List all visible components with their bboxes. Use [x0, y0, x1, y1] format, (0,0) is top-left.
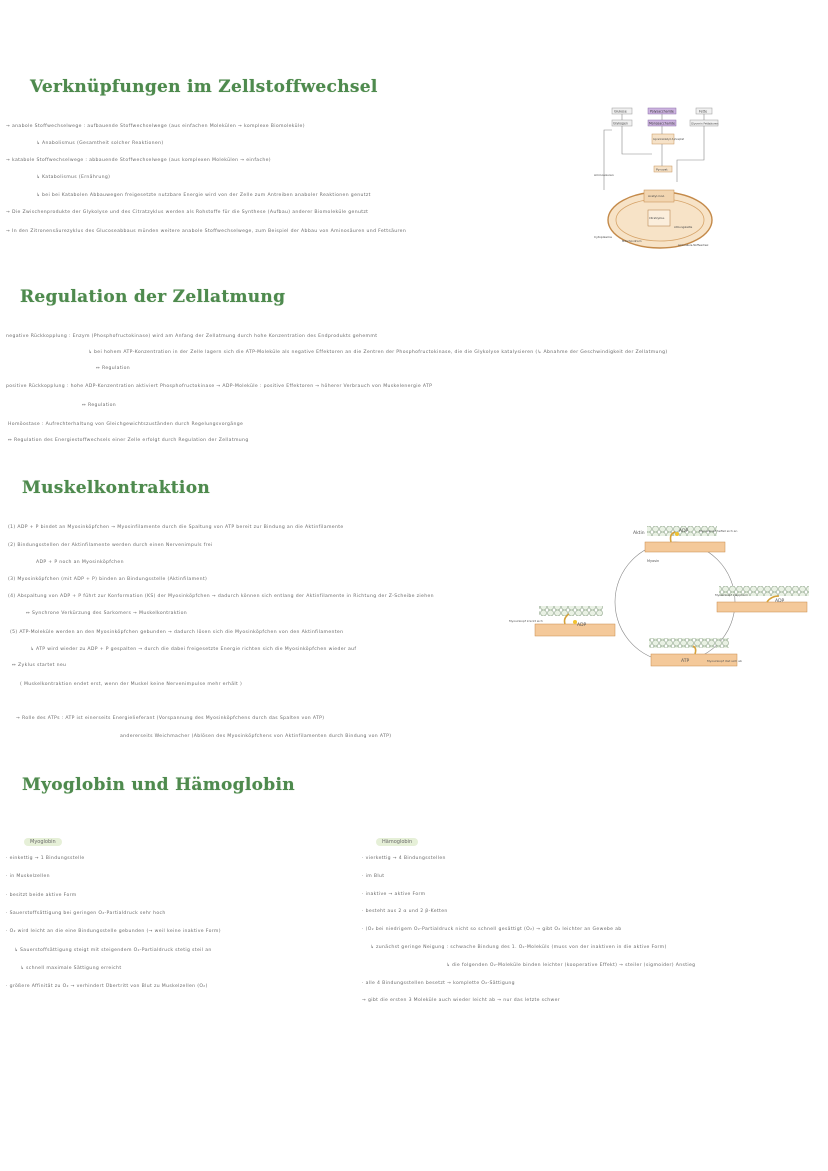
- text-line: ( Muskelkontraktion endet erst, wenn der Muskel keine Nervenimpulse mehr erhält ): [20, 682, 243, 687]
- text-line: → Die Zwischenprodukte der Glykolyse und des Citratzyklus werden als Rohstoffe für die Synthese (Aufbau) anderer Biomoleküle genutzt: [6, 210, 369, 215]
- label-glykogen: Glykogen: [613, 121, 628, 126]
- text-line: Homöostase : Aufrechterhaltung von Gleichgewichtszuständen durch Regelungsvorgänge: [8, 422, 244, 427]
- label-myosin: Myosin: [647, 559, 660, 563]
- text-line: ↔ Regulation: [82, 403, 117, 408]
- heading-cell-metabolism: Verknüpfungen im Zellstoffwechsel: [30, 77, 378, 97]
- text-line: (5) ATP-Moleküle werden an den Myosinköpfchen gebunden → dadurch lösen sich die Myosinköpfchen von den Aktinfilamenten: [10, 630, 344, 635]
- heading-regulation: Regulation der Zellatmung: [20, 287, 286, 307]
- label-glycerin: Glycerin Fettsäuren: [691, 121, 719, 126]
- text-line: ↳ bei hohem ATP-Konzentration in der Zelle lagern sich die ATP-Moleküle als negative Effektoren an die Zentren der Phosphofructokinase, die die Glykolyse katalysieren (↳ Abnahme der Geschwindigkeit der Zellatmung): [88, 350, 668, 355]
- text-line: positive Rückkopplung : hohe ADP-Konzentration aktiviert Phosphofructokinase → ADP-Moleküle : positive Effektoren → höherer Verbrauch von Muskelenergie ATP: [6, 384, 433, 389]
- label-acetyl-coa: Acetyl-CoA: [648, 194, 665, 198]
- label-monosaccharide: Monosaccharide: [649, 121, 675, 126]
- text-line: ↳ Katabolismus (Ernährung): [36, 175, 111, 180]
- text-line: ↔ Synchrone Verkürzung des Sarkomers → Muskelkontraktion: [26, 611, 188, 616]
- text-line: → Rolle des ATPs : ATP ist einerseits Energielieferant (Vorspannung des Myosinköpfchens durch das Spalten von ATP): [16, 716, 325, 721]
- list-item: · (O₂ bei niedrigem O₂-Partialdruck nicht so schnell gesättigt (O₂) → gibt O₂ leichter an Gewebe ab: [362, 927, 622, 933]
- text-line: → In den Zitronensäurezyklus des Glucoseabbaus münden weitere anabole Stoffwechselwege, zum Beispiel der Abbau von Aminosäuren und Fettsäuren: [6, 229, 407, 234]
- list-item: · im Blut: [362, 873, 385, 879]
- label-pyruvat: Pyruvat: [656, 167, 668, 172]
- label-adp-right: ADP: [775, 599, 785, 604]
- list-item: ↳ die folgenden O₂-Moleküle binden leichter (kooperative Effekt) → steiler (sigmoider) Anstieg: [446, 962, 696, 968]
- crossbridge-cycle-diagram: [505, 520, 815, 685]
- text-line: → anabole Stoffwechselwege : aufbauende Stoffwechselwege (aus einfachen Molekülen → komplexe Biomoleküle): [6, 124, 305, 129]
- text-line: (3) Myosinköpfchen (mit ADP + P) binden an Bindungsstelle (Aktinfilament): [8, 577, 208, 582]
- list-item: · vierkettig → 4 Bindungsstellen: [362, 856, 446, 861]
- list-item: ↳ schnell maximale Sättigung erreicht: [20, 965, 122, 971]
- list-item: · größere Affinität zu O₂ → verhindert Übertritt von Blut zu Muskelzellen (O₂): [6, 984, 208, 990]
- label-gap: Glycerinaldehyd-3-phosphat: [653, 138, 684, 141]
- text-line: (4) Abspaltung von ADP + P führt zur Konformation (KS) der Myosinköpfchen → dadurch können sich entlang der Aktinfilamente in Richtung der Z-Scheibe ziehen: [8, 594, 434, 599]
- text-line: (2) Bindungsstellen der Aktinfilamente werden durch einen Nervenimpuls frei: [8, 543, 213, 548]
- label-fette: Fette: [699, 109, 708, 114]
- list-item: · inaktive → aktive Form: [362, 891, 426, 897]
- label-glukose: Glukose: [614, 109, 627, 114]
- label-atmungskette: Atmungskette: [674, 226, 693, 229]
- text-line: ↳ ATP wird wieder zu ADP + P gespalten → durch die dabei freigesetzte Energie richten sich die Myosinköpfchen wieder auf: [30, 647, 357, 652]
- text-line: andererseits Weichmacher (Ablösen des Myosinköpfchens von Aktinfilamenten durch Bindung von ATP): [120, 734, 392, 739]
- label-adp-top: ADP: [679, 529, 689, 534]
- label-aminosaeuren: Aminosäuren: [594, 173, 614, 177]
- list-item: · O₂ wird leicht an die eine Bindungsstelle gebunden (→ weil keine inaktive Form): [6, 929, 221, 935]
- list-item: · besitzt beide aktive Form: [6, 892, 77, 898]
- text-line: ↔ Regulation des Energiestoffwechsels einer Zelle erfolgt durch Regulation der Zellatmung: [8, 438, 249, 443]
- text-line: → katabole Stoffwechselwege : abbauende Stoffwechselwege (aus komplexen Molekülen → einfache): [6, 158, 271, 163]
- label-aktin: Aktin: [633, 531, 645, 536]
- label-polysaccharide: Polysaccharide: [650, 109, 674, 114]
- label-mitochondrium: Mitochondrium: [622, 240, 642, 243]
- subheading-myoglobin: Myoglobin: [24, 838, 62, 846]
- text-line: ↔ Regulation: [96, 366, 131, 371]
- label-aminosaeure-stoffwechsel: Aminosäure-Stoffwechsel: [678, 244, 709, 247]
- list-item: · besteht aus 2 α und 2 β-Ketten: [362, 909, 448, 915]
- text-line: ↳ Anabolismus (Gesamtheit solcher Reaktionen): [36, 141, 164, 146]
- text-line: (1) ADP + P bindet an Myosinköpfchen → Myosinfilamente durch die Spaltung von ATP bereit zur Bindung an die Aktinfilamente: [8, 525, 344, 530]
- list-item: → gibt die ersten 3 Moleküle auch wieder leicht ab → nur das letzte schwer: [362, 998, 561, 1004]
- label-k1: Myosinkopf heftet sich an: [699, 529, 738, 533]
- label-citratzyklus: Citratzyklus: [649, 217, 665, 220]
- heading-muscle-contraction: Muskelkontraktion: [22, 478, 210, 498]
- metabolism-diagram: [592, 100, 720, 260]
- list-item: · alle 4 Bindungsstellen besetzt → komplette O₂-Sättigung: [362, 980, 515, 986]
- text-line: ↳ bei bei Katabolen Abbauwegen freigesetzte nutzbare Energie wird von der Zelle zum Antreiben anaboler Reaktionen genutzt: [36, 193, 371, 198]
- subheading-haemoglobin: Hämoglobin: [376, 838, 418, 846]
- label-cytoplasma: Cytoplasma: [594, 235, 612, 239]
- label-atp: ATP: [681, 659, 690, 664]
- text-line: ↔ Zyklus startet neu: [12, 663, 67, 668]
- label-adp-left: ADP: [577, 623, 587, 628]
- list-item: ↳ zunächst geringe Neigung : schwache Bindung des 1. O₂-Moleküls (muss von der inaktiven in die aktive Form): [370, 945, 667, 950]
- label-k3: Myosinkopf knickt sich: [509, 619, 543, 623]
- label-k2: Myosinkopf klappt um: [715, 593, 749, 597]
- list-item: · Sauerstoffsättigung bei geringen O₂-Partialdruck sehr hoch: [6, 910, 166, 916]
- list-item: · einkettig → 1 Bindungsstelle: [6, 856, 85, 861]
- text-line: negative Rückkopplung : Enzym (Phosphofructokinase) wird am Anfang der Zellatmung durch hohe Konzentration des Endprodukts gehemmt: [6, 334, 378, 339]
- list-item: · in Muskelzellen: [6, 874, 50, 880]
- list-item: ↳ Sauerstoffsättigung steigt mit steigendem O₂-Partialdruck stetig steil an: [14, 947, 212, 953]
- label-k4: Myosinkopf löst sich ab: [707, 659, 742, 663]
- text-line: ADP + P noch an Myosinköpfchen: [36, 560, 124, 565]
- heading-myoglobin-haemoglobin: Myoglobin und Hämoglobin: [22, 775, 295, 795]
